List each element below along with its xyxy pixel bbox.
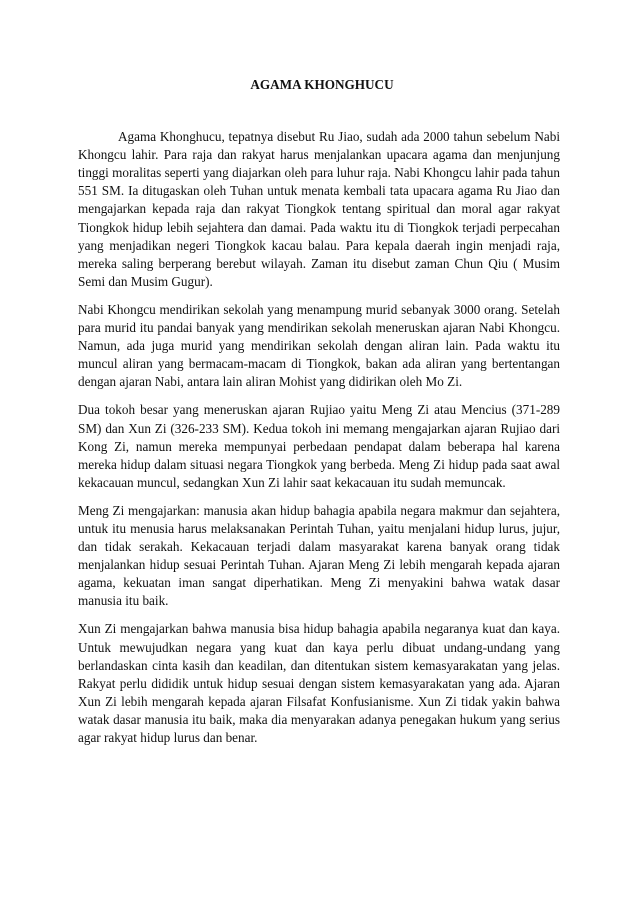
paragraph-3: Dua tokoh besar yang meneruskan ajaran Rujiao yaitu Meng Zi atau Mencius (371-289 SM) dan Xun Zi (326-233 SM). Kedua tokoh ini memang mengajarkan ajaran Rujiao dari Kong Zi, namun mereka mempunyai perbedaan pendapat dalam beberapa hal karena mereka hidup dalam situasi negara Tiongkok yang berbeda. Meng Zi hidup pada saat awal kekacauan muncul, sedangkan Xun Zi lahir saat kekacauan itu sudah memuncak.: [78, 402, 560, 490]
paragraph-2: Nabi Khongcu mendirikan sekolah yang menampung murid sebanyak 3000 orang. Setelah para murid itu pandai banyak yang mendirikan sekolah meneruskan ajaran Nabi Khongcu. Namun, ada juga murid yang mendirikan sekolah dengan aliran lain. Pada waktu itu muncul aliran yang bermacam-macam di Tiongkok, bakan ada aliran yang bertentangan dengan ajaran Nabi, antara lain aliran Mohist yang didirikan oleh Mo Zi.: [78, 301, 560, 390]
paragraph-1: Agama Khonghucu, tepatnya disebut Ru Jiao, sudah ada 2000 tahun sebelum Nabi Khongcu lahir. Para raja dan rakyat harus menjalankan upacara agama dan menjunjung tinggi moralitas seperti yang diajarkan oleh para luhur raja. Nabi Khongcu lahir pada tahun 551 SM. Ia ditugaskan oleh Tuhan untuk menata kembali tata upacara agama Ru Jiao dan mengajarkan kepada raja dan rakyat Tiongkok tentang spiritual dan moral agar rakyat Tiongkok hidup lebih sejahtera dan damai. Pada waktu itu di Tiongkok terjadi perpecahan yang menjadikan negeri Tiongkok kacau balau. Para kepala daerah ingin menjadi raja, mereka saling berperang berebut wilayah. Zaman itu disebut zaman Chun Qiu ( Musim Semi dan Musim Gugur).: [78, 129, 560, 289]
paragraph-5: Xun Zi mengajarkan bahwa manusia bisa hidup bahagia apabila negaranya kuat dan kaya. Untuk mewujudkan negara yang kuat dan kaya perlu dibuat undang-undang yang berlandaskan cinta kasih dan keadilan, dan ditentukan sistem kemasyarakatan yang jelas. Rakyat perlu dididik untuk hidup sesuai dengan sistem kemasyarakatan yang ada. Ajaran Xun Zi lebih mengarah kepada ajaran Filsafat Konfusianisme. Xun Zi tidak yakin bahwa watak dasar manusia itu baik, maka dia menyarakan adanya penegakan hukum yang serius agar rakyat hidup lurus dan benar.: [78, 621, 560, 745]
page-title: AGAMA KHONGHUCU: [250, 77, 394, 92]
document-page: [78, 76, 560, 757]
paragraph-4: Meng Zi mengajarkan: manusia akan hidup bahagia apabila negara makmur dan sejahtera, untuk itu menusia harus melaksanakan Perintah Tuhan, yaitu menjalani hidup lurus, jujur, dan tidak serakah. Kekacauan terjadi dalam masyarakat karena banyak orang tidak menjalankan hidup sesuai Perintah Tuhan. Ajaran Meng Zi lebih mengarah kepada ajaran agama, kekuatan iman sangat diperhatikan. Meng Zi menyakini bahwa watak dasar manusia itu baik.: [78, 502, 560, 609]
